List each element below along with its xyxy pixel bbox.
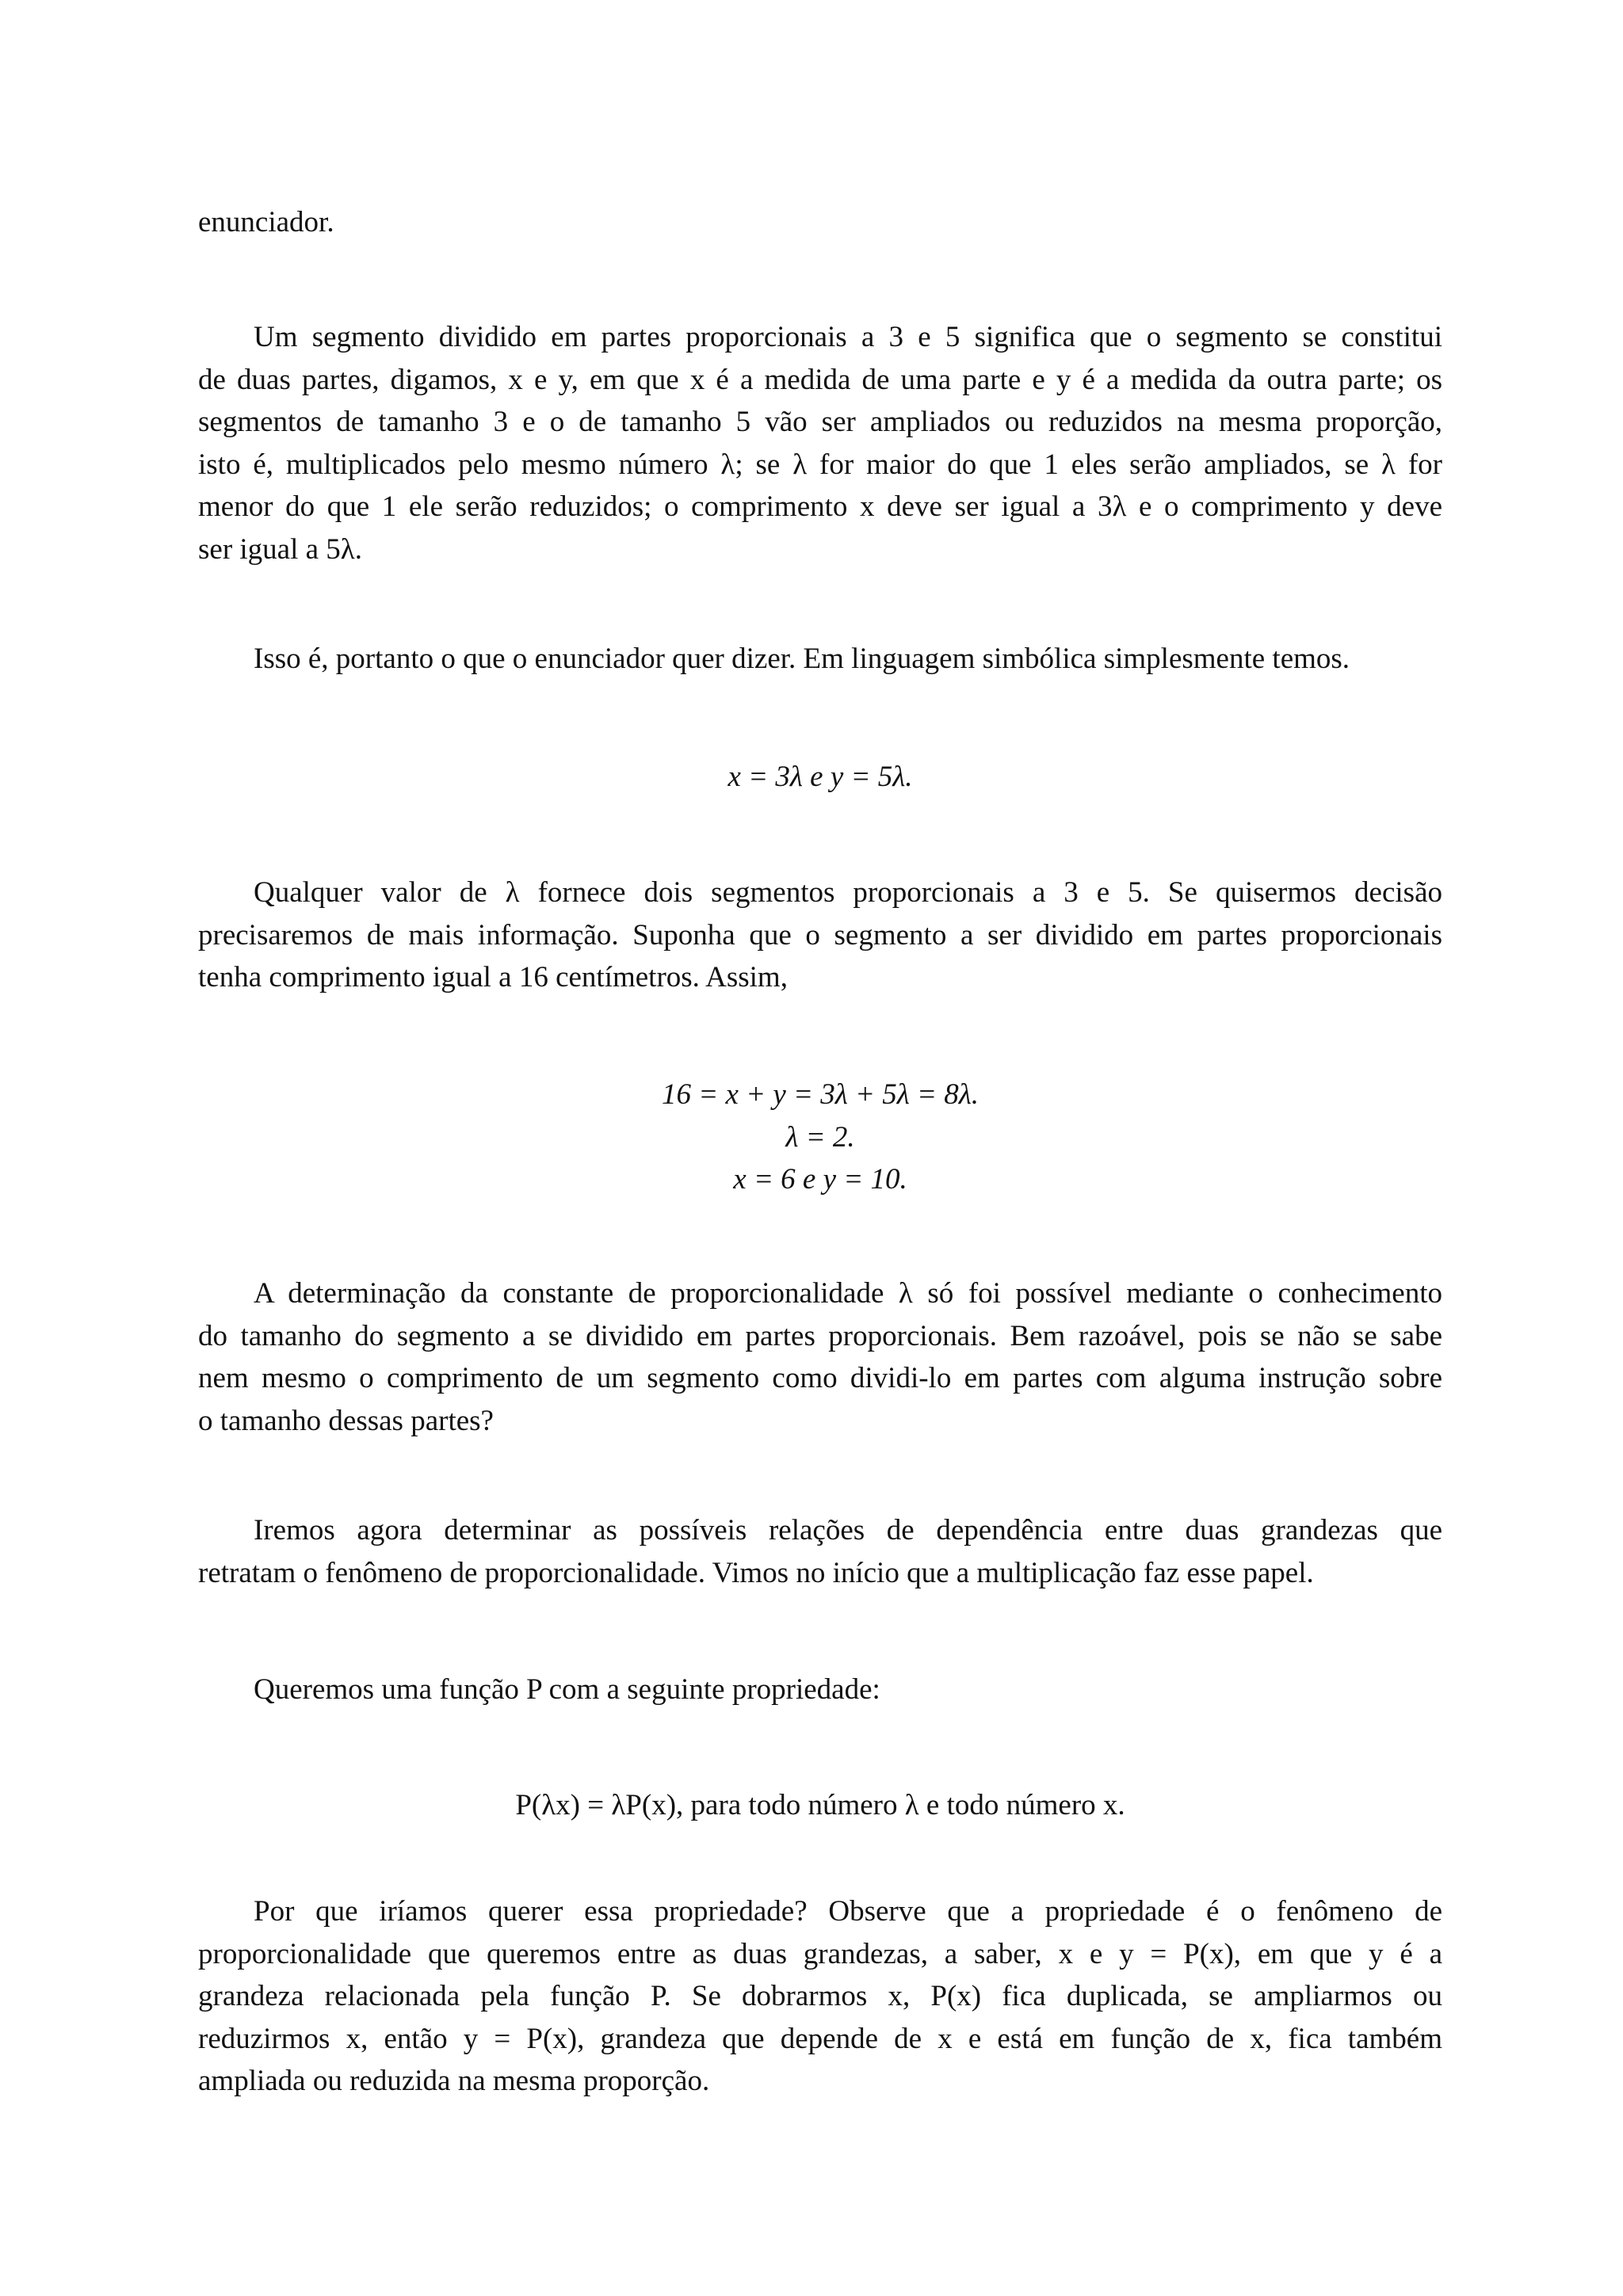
- paragraph-4: [198, 1272, 1442, 1442]
- paragraph-1: [198, 316, 1442, 570]
- text-line: Um segmento dividido em partes proporcionais a 3 e 5 significa que o segmento se constitui: [254, 321, 1442, 353]
- text-line: reduzirmos x, então y = P(x), grandeza que depende de x e está em função de x, fica também: [198, 2022, 1442, 2055]
- paragraph-3: [198, 871, 1442, 999]
- equation-line: 16 = x + y = 3λ + 5λ = 8λ.: [661, 1078, 979, 1111]
- equation-line: x = 6 e y = 10.: [733, 1163, 907, 1196]
- paragraph-6: [198, 1669, 1442, 1711]
- text-line: tenha comprimento igual a 16 centímetros. Assim,: [198, 961, 788, 994]
- text-line: Iremos agora determinar as possíveis relações de dependência entre duas grandezas que: [254, 1514, 1442, 1547]
- text-line: proporcionalidade que queremos entre as duas grandezas, a saber, x e y = P(x), em que y é a: [198, 1937, 1442, 1970]
- text-line: retratam o fenômeno de proporcionalidade. Vimos no início que a multiplicação faz esse papel.: [198, 1556, 1314, 1589]
- text-line: nem mesmo o comprimento de um segmento como dividi-lo em partes com alguma instrução sobre: [198, 1362, 1442, 1394]
- equation-line: x = 3λ e y = 5λ.: [727, 761, 913, 793]
- paragraph-2: [198, 638, 1442, 681]
- text-line: Qualquer valor de λ fornece dois segmentos proporcionais a 3 e 5. Se quisermos decisão: [254, 876, 1442, 909]
- paragraph-7: [198, 1890, 1442, 2103]
- text-line: Por que iríamos querer essa propriedade? Observe que a propriedade é o fenômeno de: [254, 1895, 1442, 1928]
- text-line: isto é, multiplicados pelo mesmo número λ; se λ for maior do que 1 eles serão ampliados, se λ for: [198, 448, 1442, 481]
- paragraph-5: [198, 1509, 1442, 1594]
- paragraph-0: [198, 201, 1442, 244]
- text-line: Queremos uma função P com a seguinte propriedade:: [254, 1673, 880, 1706]
- equation-2: [198, 1074, 1442, 1201]
- text-line: Isso é, portanto o que o enunciador quer dizer. Em linguagem simbólica simplesmente temos.: [254, 643, 1350, 675]
- text-line: enunciador.: [198, 206, 334, 238]
- text-line: de duas partes, digamos, x e y, em que x é a medida de uma parte e y é a medida da outra parte; os: [198, 363, 1442, 396]
- text-line: do tamanho do segmento a se dividido em partes proporcionais. Bem razoável, pois se não se sabe: [198, 1319, 1442, 1352]
- equation-1: [198, 756, 1442, 799]
- text-line: ser igual a 5λ.: [198, 532, 362, 566]
- equation-line: P(λx) = λP(x), para todo número λ e todo número x.: [515, 1789, 1125, 1821]
- text-line: menor do que 1 ele serão reduzidos; o comprimento x deve ser igual a 3λ e o comprimento y deve: [198, 490, 1442, 523]
- text-line: A determinação da constante de proporcionalidade λ só foi possível mediante o conhecimento: [254, 1277, 1442, 1310]
- text-line: o tamanho dessas partes?: [198, 1404, 494, 1437]
- text-line: grandeza relacionada pela função P. Se dobrarmos x, P(x) fica duplicada, se ampliarmos ou: [198, 1980, 1442, 2012]
- text-line: precisaremos de mais informação. Suponha que o segmento a ser dividido em partes proporcionais: [198, 918, 1442, 952]
- equation-line: λ = 2.: [785, 1120, 855, 1154]
- equation-3: [198, 1784, 1442, 1827]
- text-line: segmentos de tamanho 3 e o de tamanho 5 vão ser ampliados ou reduzidos na mesma proporção,: [198, 406, 1442, 438]
- text-line: ampliada ou reduzida na mesma proporção.: [198, 2065, 710, 2097]
